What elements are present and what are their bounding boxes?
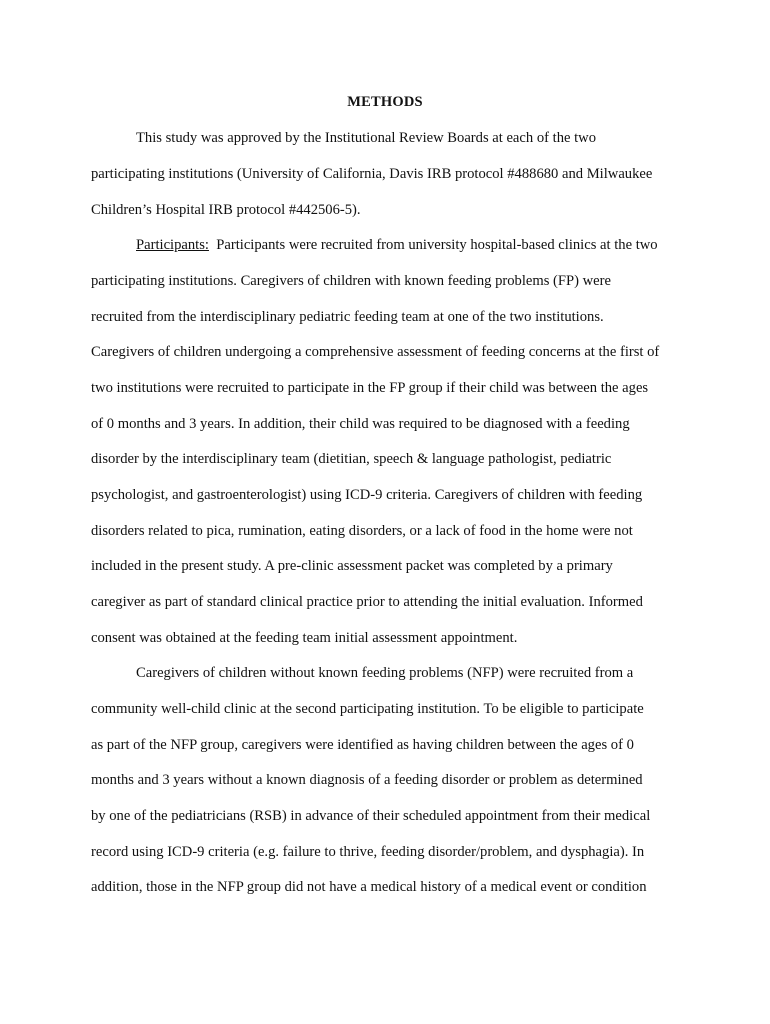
- paragraph-line: of 0 months and 3 years. In addition, their child was required to be diagnosed with a feeding: [91, 416, 630, 432]
- paragraph-line: Caregivers of children undergoing a comprehensive assessment of feeding concerns at the first of: [91, 344, 660, 360]
- paragraph-line: by one of the pediatricians (RSB) in advance of their scheduled appointment from their medical: [91, 808, 651, 824]
- paragraph-line: participating institutions (University of California, Davis IRB protocol #488680 and Milwaukee: [91, 166, 653, 182]
- paragraph-line: record using ICD-9 criteria (e.g. failure to thrive, feeding disorder/problem, and dysphagia). In: [91, 844, 645, 860]
- paragraph-line: disorder by the interdisciplinary team (dietitian, speech & language pathologist, pediatric: [91, 451, 612, 467]
- paragraph-line: Caregivers of children without known feeding problems (NFP) were recruited from a: [136, 665, 634, 681]
- paragraph-line: as part of the NFP group, caregivers were identified as having children between the ages of 0: [91, 737, 634, 753]
- paragraph-line: recruited from the interdisciplinary pediatric feeding team at one of the two institutions.: [91, 309, 604, 325]
- paragraph-line: consent was obtained at the feeding team initial assessment appointment.: [91, 630, 518, 646]
- paragraph-line: Children’s Hospital IRB protocol #442506-5).: [91, 202, 361, 218]
- participants-label: Participants:: [136, 237, 209, 253]
- paragraph-line: psychologist, and gastroenterologist) using ICD-9 criteria. Caregivers of children with feeding: [91, 487, 643, 503]
- paragraph-line-text: Participants were recruited from university hospital-based clinics at the two: [216, 237, 658, 253]
- paragraph-line: months and 3 years without a known diagnosis of a feeding disorder or problem as determined: [91, 772, 643, 788]
- paragraph-line: included in the present study. A pre-clinic assessment packet was completed by a primary: [91, 558, 613, 574]
- paragraph-line: This study was approved by the Institutional Review Boards at each of the two: [136, 130, 597, 146]
- paragraph-line: caregiver as part of standard clinical practice prior to attending the initial evaluation. Informed: [91, 594, 643, 610]
- section-heading: METHODS: [347, 94, 423, 110]
- participants-paragraph-first-line: [136, 235, 658, 255]
- paragraph-line: participating institutions. Caregivers of children with known feeding problems (FP) were: [91, 273, 611, 289]
- paragraph-line: disorders related to pica, rumination, eating disorders, or a lack of food in the home were not: [91, 523, 633, 539]
- paragraph-line: two institutions were recruited to participate in the FP group if their child was between the ages: [91, 380, 649, 396]
- paragraph-line: community well-child clinic at the second participating institution. To be eligible to participate: [91, 701, 644, 717]
- paragraph-line: addition, those in the NFP group did not have a medical history of a medical event or condition: [91, 879, 647, 895]
